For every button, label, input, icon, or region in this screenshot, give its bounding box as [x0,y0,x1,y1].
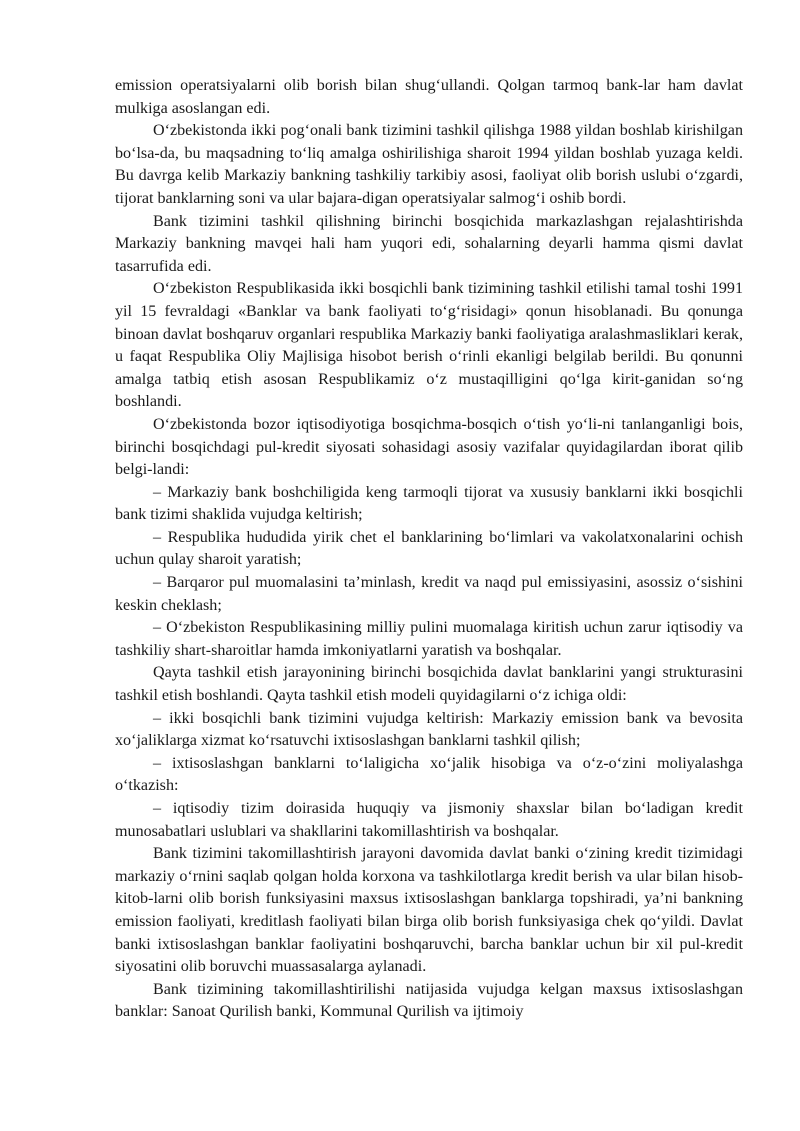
list-item: – ixtisoslashgan banklarni to‘laligicha xo‘jalik hisobiga va o‘z-o‘zini moliyalashga o‘tkazish: [115,754,743,795]
paragraph: O‘zbekistonda ikki pog‘onali bank tizimini tashkil qilishga 1988 yildan boshlab kirishilgan bo‘lsa-da, bu maqsadning to‘liq amalga oshirilishiga sharoit 1994 yildan boshlab yuzaga keldi. Bu davrga kelib Markaziy bankning tashkiliy tarkibiy asosi, faoliyat olib borish uslubi o‘zgardi, tijorat banklarning soni va ular bajara-digan operatsiyalar salmog‘i oshib bordi. [115,122,743,207]
list-item: – O‘zbekiston Respublikasining milliy pulini muomalaga kiritish uchun zarur iqtisodiy va tashkiliy shart-sharoitlar hamda imkoniyatlarni yaratish va boshqalar. [115,619,743,659]
list-item: – ikki bosqichli bank tizimini vujudga keltirish: Markaziy emission bank va bevosita xo‘jaliklarga xizmat ko‘rsatuvchi ixtisoslashgan banklarni tashkil qilish; [115,709,743,750]
paragraph: O‘zbekiston Respublikasida ikki bosqichli bank tizimining tashkil etilishi tamal toshi 1991 yil 15 fevraldagi «Banklar va bank faoliyati to‘g‘risidagi» qonun hisoblanadi. Bu qonunga binoan davlat boshqaruv organlari respublika Markaziy banki faoliyatiga aralashmasliklari kerak, u faqat Respublika Oliy Majlisiga hisobot berish o‘rinli ekanligi belgilab berildi. Bu qonunni amalga tatbiq etish asosan Respublikamiz o‘z mustaqilligini qo‘lga kirit-ganidan so‘ng boshlandi. [115,280,743,411]
paragraph: Qayta tashkil etish jarayonining birinchi bosqichida davlat banklarini yangi strukturasini tashkil etish boshlandi. Qayta tashkil etish modeli quyidagilarni o‘z ichiga oldi: [115,664,743,705]
paragraph: O‘zbekistonda bozor iqtisodiyotiga bosqichma-bosqich o‘tish yo‘li-ni tanlanganligi bois, birinchi bosqichdagi pul-kredit siyosati sohasidagi asosiy vazifalar quyidagilardan iborat qilib belgi-landi: [115,415,743,479]
paragraph: Bank tizimini takomillashtirish jarayoni davomida davlat banki o‘zining kredit tizimidagi markaziy o‘rnini saqlab qolgan holda korxona va tashkilotlarga kredit berish va ular bilan hisob-kitob-larni olib borish funksiyasini maxsus ixtisoslashgan banklarga topshiradi, ya’ni bankning emission faoliyati, kreditlash faoliyati bilan birga olib borish funksiyasiga chek qo‘yildi. Davlat banki ixtisoslashgan banklar faoliyatini boshqaruvchi, barcha banklar uchun bir xil pul-kredit siyosatini olib boruvchi muassasalarga aylanadi. [115,845,743,976]
list-item: – Respublika hududida yirik chet el banklarining bo‘limlari va vakolatxonalarini ochish uchun qulay sharoit yaratish; [115,528,743,569]
list-item: – Barqaror pul muomalasini ta’minlash, kredit va naqd pul emissiyasini, asossiz o‘sishini keskin cheklash; [115,574,743,614]
list-item: – iqtisodiy tizim doirasida huquqiy va jismoniy shaxslar bilan bo‘ladigan kredit munosabatlari uslublari va shakllarini takomillashtirish va boshqalar. [115,800,743,840]
document-page [115,75,743,1024]
paragraph: Bank tizimining takomillashtirilishi natijasida vujudga kelgan maxsus ixtisoslashgan banklar: Sanoat Qurilish banki, Kommunal Qurilish va ijtimoiy [115,980,743,1021]
paragraph-continuation: emission operatsiyalarni olib borish bilan shug‘ullandi. Qolgan tarmoq bank-lar ham davlat mulkiga asoslangan edi. [115,77,743,117]
paragraph: Bank tizimini tashkil qilishning birinchi bosqichida markazlashgan rejalashtirishda Markaziy bankning mavqei hali ham yuqori edi, sohalarning deyarli hamma qismi davlat tasarrufida edi. [115,212,743,275]
list-item: – Markaziy bank boshchiligida keng tarmoqli tijorat va xususiy banklarni ikki bosqichli bank tizimi shaklida vujudga keltirish; [115,483,743,524]
